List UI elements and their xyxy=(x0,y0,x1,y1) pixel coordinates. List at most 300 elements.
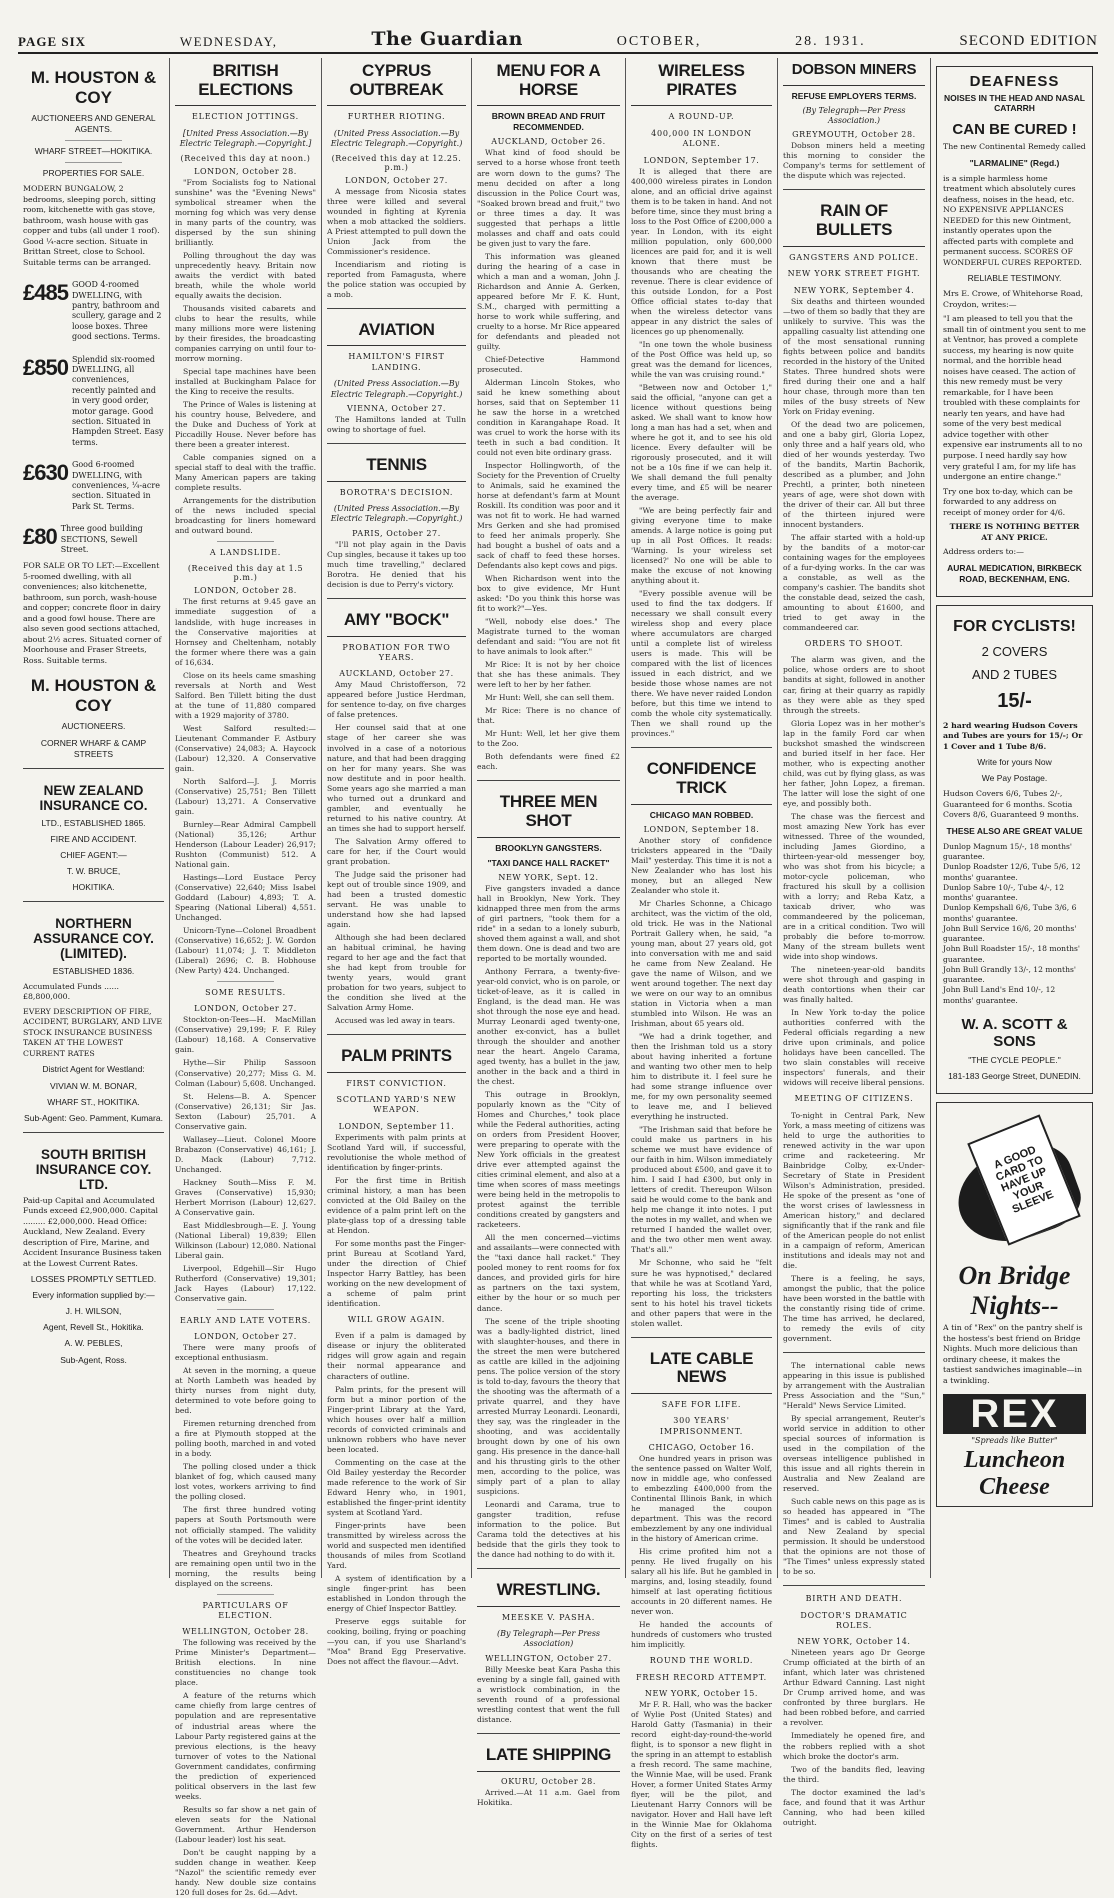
caption: SOME RESULTS. xyxy=(205,988,286,998)
paragraph: The first three hundred voting papers at South Portsmouth were not officially stamped. The validity of the votes will be decided later. xyxy=(175,1505,316,1545)
subheadline: REFUSE EMPLOYERS TERMS. xyxy=(791,90,917,101)
paragraph: In New York to-day the police authorities conferred with the Federal officials regarding a new drive upon criminals, and police holidays have been cancelled. The two slain constables will receive inspectors' funerals, and their widows will receive liberal pensions. xyxy=(783,1007,925,1088)
paragraph: He handed the accounts of hundreds of customers who trusted him implicitly. xyxy=(631,1620,772,1650)
paragraph: The affair started with a hold-up by the bandits of a motor-car containing wages for the employees of a fur-dying works. In the car was a constable, as well as the company's cashier. The bandits shot the constable dead, seized the cash, amounting to about £1600, and tried to get away in the commandeered car. xyxy=(783,532,925,633)
dateline: CHICAGO, October 16. xyxy=(648,1443,755,1453)
advert-deafness-testimony-name: Mrs E. Crowe, of Whitehorse Road, Croydon, writes:— xyxy=(943,289,1084,309)
info-supplied: Every information supplied by:— xyxy=(32,1290,155,1301)
headline-late-cable-news: LATE CABLE NEWS xyxy=(631,1346,772,1394)
dateline: WELLINGTON, October 28. xyxy=(182,1627,309,1637)
advert-rex xyxy=(936,1102,1093,1507)
paragraph: Thousands visited cabarets and clubs to hear the results, while many millions more were listening by their firesides, the broadcasting companies carrying on until four to-morrow morning. xyxy=(175,303,316,363)
listing-850 xyxy=(23,355,164,449)
losses-settled: LOSSES PROMPTLY SETTLED. xyxy=(30,1274,157,1285)
caption: PROBATION FOR TWO YEARS. xyxy=(342,642,451,663)
paragraph: Incendiarism and rioting is reported from Famagusta, where the police station was occupied by a mob. xyxy=(327,259,466,299)
dateline: LONDON, October 27. xyxy=(194,1332,297,1342)
paragraph: The following was received by the Prime Minister's Department—British elections. In nine constituencies no change took place. xyxy=(175,1638,316,1688)
divider xyxy=(327,443,466,444)
agent-wilson-address: Agent, Revell St., Hokitika. xyxy=(43,1322,144,1333)
chief-agent-label: CHIEF AGENT:— xyxy=(60,849,127,860)
dateline: WELLINGTON, October 27. xyxy=(485,1653,612,1663)
paragraph: Wallasey—Lieut. Colonel Moore Brabazon (Conservative) 46,161; J. D. Mack (Labour) 7,712. Unchanged. xyxy=(175,1134,316,1174)
headline-amy-bock: AMY "BOCK" xyxy=(327,607,466,637)
paragraph: Mr Charles Schonne, a Chicago architect, was the victim of the old, old trick. He was in the National Portrait Gallery when, he said, "a young man, about 27 years old, got into conversation with me and said he came from New Zealand. He gave the name of Wilson, and we went around together. The next day we were on our way to an omnibus station in Victoria when a man stumbled into Wilson. He was an Irishman, about 65 years old. xyxy=(631,898,772,1029)
divider xyxy=(477,780,620,781)
tyre-list-item: Dunlop Sabre 10/-, Tube 4/-, 12 months' guarantee. xyxy=(943,882,1065,903)
dateline: PARIS, October 27. xyxy=(352,528,441,538)
advert-deafness-intro: The new Continental Remedy called xyxy=(943,142,1086,151)
listing-80 xyxy=(23,524,164,555)
paragraph: Nineteen years ago Dr George Crump officiated at the birth of an infant, which later was christened Arthur Edward Canning. Last night Dr Crump arrived home, and was confronted by three burglars. He had been robbed before, and carried a revolver. xyxy=(783,1648,925,1728)
paragraph: The Judge said the prisoner had kept out of trouble since 1909, and had been a trusted domestic servant. He was unable to understand how she had lapsed again. xyxy=(327,869,466,929)
received-line: (Received this day at noon.) xyxy=(180,153,311,163)
divider xyxy=(65,140,121,141)
district-agent-name: VIVIAN W. M. BONAR, xyxy=(50,1080,137,1091)
divider xyxy=(783,1352,925,1353)
headline-confidence-trick: CONFIDENCE TRICK xyxy=(631,756,772,804)
paragraph: Mr Hunt: Well, she can sell them. xyxy=(485,693,615,703)
divider xyxy=(23,768,164,769)
chief-agent-town: HOKITIKA. xyxy=(72,881,115,892)
paragraph: East Middlesbrough—E. J. Young (National Liberal) 19,839; Ellen Wilkinson (Labour) 12,080. National Liberal gain. xyxy=(175,1220,316,1260)
advert-deafness-address: AURAL MEDICATION, BIRKBECK ROAD, BECKENHAM, ENG. xyxy=(947,562,1082,584)
price-630: £630 xyxy=(23,460,68,486)
paragraph: This outrage in Brooklyn, popularly known as the "City of Homes and Churches," took place while the Federal authorities, acting on orders from President Hoover, were preparing to operate with the New York officials in the greatest drive ever attempted against the cities criminal element, and also at a time when scores of mass meetings were being held in the metropolis to protest against the terrible conditions created by gangsters and racketeers. xyxy=(477,1090,620,1230)
dateline: LONDON, October 28. xyxy=(194,586,297,596)
paragraph: There were many proofs of exceptional enthusiasm. xyxy=(175,1343,316,1363)
paragraph: Six deaths and thirteen wounded—two of them so badly that they are unlikely to survive. This was the appalling casualty list attending one of the most sensational running fights between police and bandits recorded in the history of the United States. Three hundred shots were fired during their one and a half hour chase, through more than ten miles of the busy streets of New York on Friday evening. xyxy=(783,296,925,416)
advert-rex-logo: REX xyxy=(943,1394,1086,1434)
paragraph: The Hamiltons landed at Tulln owing to shortage of fuel. xyxy=(327,414,466,434)
listing-485-text: GOOD 4-roomed DWELLING, with pantry, bathroom and scullery, garage and 2 loose boxes. Three good sections. Terms. xyxy=(71,280,162,342)
dateline: AUCKLAND, October 27. xyxy=(339,669,454,679)
tyre-list-item: John Bull Roadster 15/-, 18 months' guarantee. xyxy=(943,944,1080,964)
paragraph: Hastings—Lord Eustace Percy (Conservative) 22,640; Miss Isabel Goddard (Labour) 4,893; T. A. Spearing (National Liberal) 4,551. Unchanged. xyxy=(175,872,316,922)
paragraph: "Every possible avenue will be used to find the tax dodgers. If necessary we shall consult every wireless shop and every place where accumulators are charged until a complete list of wireless users is made. This will be compared with the list of licences issued in each district, and we beside those whose names are not there. We have never raided London before, but this time we intend to comb the whole city systematically. Then we shall round up the provinces." xyxy=(631,589,772,739)
paragraph: A feature of the returns which came chiefly from large centres of population and are representative of industrial areas where the Labour Party registered gains at the previous elections, is the heavy turnover of votes to the National Government candidates, confirming the prediction of experienced political observers in the last few weeks. xyxy=(175,1691,316,1801)
dateline: NEW YORK, October 15. xyxy=(644,1689,759,1699)
price-80: £80 xyxy=(23,524,57,550)
advert-deafness-subtitle: NOISES IN THE HEAD AND NASAL CATARRH xyxy=(944,93,1085,113)
insurance-nz-type: FIRE AND ACCIDENT. xyxy=(50,833,137,844)
paragraph: Anthony Ferrara, a twenty-five-year-old convict, who is on parole, or ticket-of-leave, as it is called in England, is the dead man. He was shot through the nose eye and head. Murray Leonardi aged twenty-one, another ex-convict, has a bullet through the shoulder and another near the heart. Angelo Carama, aged twenty, has a bullet in the jaw, another in the back and a third in the chest. xyxy=(477,966,620,1087)
advert-nazol: Don't be caught napping by a sudden change in weather. Keep "Nazol" the scientific remedy ever handy. New double size contains 120 full doses for 2s. 6d.—Advt. xyxy=(175,1847,316,1897)
byline: [United Press Association.—By Electric Telegraph.—Copyright.] xyxy=(179,128,312,149)
paragraph: Billy Meeske beat Kara Pasha this evening by a single fall, gained with a wristlock combination, in the seventh round of a professional wrestling contest that went the full distance. xyxy=(477,1664,620,1724)
paragraph: West Salford resulted:—Lieutenant Commander F. Astbury (Conservative) 24,083; A. Haycock (Labour) 12,320. A Conservative gain. xyxy=(175,723,316,773)
sub-agents: Sub-Agent: Geo. Pamment, Kumara. xyxy=(24,1112,163,1123)
received-line: (Received this day at 12.25. p.m.) xyxy=(331,153,462,172)
paragraph: The first returns at 9.45 gave an immediate suggestion of a landslide, with huge increases in the Conservative majorities at Hornsey and Cheltenham, notably the former where there was a gain of 16,634. xyxy=(175,597,316,667)
subheadline: BROOKLYN GANGSTERS. xyxy=(495,842,602,853)
listing-485 xyxy=(23,280,164,342)
advert-cyclists-title: FOR CYCLISTS! xyxy=(953,617,1076,635)
caption: A LANDSLIDE. xyxy=(209,548,282,558)
advert-cyclists-desc: 2 hard wearing Hudson Covers and Tubes are yours for 15/-; Or 1 Cover and 1 Tube 8/6. xyxy=(943,720,1083,751)
paragraph: When Richardson went into the box to give evidence, Mr Hunt asked: "Do you think this horse was fit to work?"—Yes. xyxy=(477,574,620,614)
firm-subtitle-2: AUCTIONEERS. xyxy=(61,721,126,732)
paragraph: Both defendants were fined £2 each. xyxy=(477,752,620,772)
divider xyxy=(477,1568,620,1569)
dateline: NEW YORK, September 4. xyxy=(793,285,915,295)
advert-rex-desc: A tin of "Rex" on the pantry shelf is the hostess's best friend on Bridge Nights. Much more delicious than ordinary cheese, it makes the tastiest sandwiches imaginable—in a twinkling. xyxy=(943,1323,1083,1385)
divider xyxy=(217,981,273,982)
paragraph: The scene of the triple shooting was a badly-lighted district, lined with slaughter-houses, and there in the street the men were butchered as cattle are killed in the adjoining pens. The police version of the story is told to-day, favours the theory that the shooting was the aftermath of a private quarrel, and they have arrested Murray Leonardi. Leonardi, they say, was the ringleader in the shooting, and was accidentally brought down by one of his own gang. His presence in the dance-hall and his thrusting girls to the other men, according to the police, was simply part of a plan to allay suspicions. xyxy=(477,1316,620,1496)
paragraph: Accused was led away in tears. xyxy=(335,1015,456,1025)
dateline: LONDON, September 18. xyxy=(643,824,760,834)
paragraph: The polling closed under a thick blanket of fog, which caused many lost votes, workers arriving to find the polling closed. xyxy=(175,1462,316,1502)
firm-subtitle: AUCTIONEERS AND GENERAL AGENTS. xyxy=(31,113,156,135)
paragraph: The nineteen-year-old bandits were shot through and gasping in death contortions when their car was finally halted. xyxy=(783,964,925,1004)
headline-british-elections: BRITISH ELECTIONS xyxy=(175,58,316,106)
paragraph: Five gangsters invaded a dance hall in Brooklyn, New York. They kidnapped three men from the arms of girl partners, "took them for a ride" in a sedan to a lonely suburb, shoved them against a wall, and shot them down. One is dead and two are reported to be mortally wounded. xyxy=(477,883,620,963)
paragraph: Unicorn-Tyne—Colonel Broadbent (Conservative) 16,652; J. W. Gordon (Labour) 11,074; J. T. Middleton (Liberal) 2696; C. B. Hobhouse (New Party) 424. Unchanged. xyxy=(175,925,316,976)
headline-three-men-shot: THREE MEN SHOT xyxy=(477,789,620,837)
caption: 400,000 IN LONDON ALONE. xyxy=(651,128,752,149)
paragraph: By special arrangement, Reuter's world service in addition to other special sources of information is used in the compilation of the overseas intelligence published in this issue and all rights therein in Australia and New Zealand are reserved. xyxy=(783,1413,925,1494)
paragraph: Mr F. R. Hall, who was the backer of Wylie Post (United States) and Harold Gatty (Tasmania) in their record eight-day-round-the-world flight, is to sponsor a new flight in the spring in an attempt to establish a fresh record. The same machine, the Winnie Mae, will be used. Frank Hover, a former United States Army flyer, will be the pilot, and Lieutenant Harry Connors will be navigator. Hover and Hall have left in the Winnie Mae for Oklahoma City on the first of a series of test flights. xyxy=(631,1700,772,1850)
paragraph: The alarm was given, and the police, whose orders are to shoot bandits at sight, followed in another car, firing at their quarry as rapidly as they were able as they sped through the streets. xyxy=(783,655,925,715)
headline-rain-of-bullets: RAIN OF BULLETS xyxy=(783,198,925,246)
divider xyxy=(65,162,121,163)
masthead-rule xyxy=(18,52,1098,54)
paragraph: Although she had been declared an habitual criminal, he having regard to her age and the fact that she had kept from trouble for twenty years, would grant probation for two years, subject to the condition she lived at the Salvation Army Home. xyxy=(327,932,466,1012)
divider xyxy=(327,598,466,599)
paragraph: Theatres and Greyhound tracks are remaining open until two in the morning, the results being displayed on the screens. xyxy=(175,1548,316,1588)
headline-tennis: TENNIS xyxy=(327,452,466,482)
price-850: £850 xyxy=(23,354,68,380)
paragraph: Finger-prints have been transmitted by wireless across the world and suspected men identified thousands of miles from Scotland Yard. xyxy=(327,1520,466,1570)
dateline: LONDON, October 27. xyxy=(194,1004,297,1014)
headline-late-shipping: LATE SHIPPING xyxy=(477,1742,620,1772)
paragraph: Immediately he opened fire, and the robbers replied with a shot which broke the doctor's arm. xyxy=(783,1731,925,1761)
paragraph: What kind of food should be served to a horse whose front teeth are worn down to the gums? The menu decided on after a long discussion in the Police Court was, "Soaked brown bread and fruit," two or three times a day. It was suggested that perhaps a little molasses and chaff and oats could be given just to vary the fare. xyxy=(477,148,620,248)
paragraph: Amy Maud Christofferson, 72 appeared before Justice Herdman, for sentence to-day, on five charges of false pretences. xyxy=(327,680,466,720)
byline: (By Telegraph—Per Press Association.) xyxy=(802,105,906,125)
advert-rex-tagline: "Spreads like Butter" xyxy=(971,1436,1058,1446)
tyre-list-item: John Bull Grandly 13/-, 12 months' guarantee. xyxy=(943,964,1076,985)
paragraph: "We are being perfectly fair and giving everyone time to make amends. A large notice is going put up in all Post Offices. It reads: 'Warning. Is your wireless set licensed?' No one will be able to make the excuse of not knowing anything about it. xyxy=(631,506,772,586)
advert-deafness-order: Try one box to-day, which can be forwarded to any address on receipt of money order for 4/6. xyxy=(943,486,1073,517)
paragraph: A system of identification by a single finger-print has been established in London through the energy of Chief Inspector Battley. xyxy=(327,1573,466,1613)
paragraph: St. Helens—B. A. Spencer (Conservative) 26,131; Sir Jas. Sexton (Labour) 25,701. A Conservative gain. xyxy=(175,1091,316,1131)
advert-deafness-title: DEAFNESS xyxy=(969,73,1060,90)
paragraph: The Prince of Wales is listening at his country house, Belvedere, and the Duke and Duchess of York at Piccadilly House. Never before has there been a greater interest. xyxy=(175,399,316,449)
headline-dobson-miners: DOBSON MINERS xyxy=(783,58,925,86)
firm-address-2: CORNER WHARF & CAMP STREETS xyxy=(40,737,147,759)
advert-scott-address: 181-183 George Street, DUNEDIN. xyxy=(948,1071,1081,1081)
masthead xyxy=(18,26,1098,50)
card-text: A GOOD CARD TO HAVE UP YOUR SLEEVE xyxy=(992,1143,1056,1217)
headline-aviation: AVIATION xyxy=(327,317,466,347)
firm-name: M. HOUSTON & COY xyxy=(30,68,157,107)
agent-wilson: J. H. WILSON, xyxy=(65,1306,122,1317)
caption: SAFE FOR LIFE. xyxy=(661,1399,742,1409)
advert-cyclists-postage: We Pay Postage. xyxy=(981,773,1048,784)
caption: MEETING OF CITIZENS. xyxy=(794,1094,914,1104)
listing-80-text: Three good building SECTIONS, Sewell Street. xyxy=(60,524,143,554)
paragraph: Leonardi and Carama, true to gangster tradition, refuse information to the police. But Carama told the detectives at his bedside that the girls they took to the dance had nothing to do with it. xyxy=(477,1499,620,1559)
paragraph: Arrived.—At 11 a.m. Gael from Hokitika. xyxy=(477,1787,620,1807)
advert-scott-title: W. A. SCOTT & SONS xyxy=(961,1015,1068,1050)
paragraph: Dobson miners held a meeting this morning to consider the Company's terms for settlement of the dispute which was rejected. xyxy=(783,141,925,181)
divider xyxy=(783,189,925,190)
firm-address: WHARF STREET—HOKITIKA. xyxy=(34,146,153,157)
advert-deafness-testimony-heading: RELIABLE TESTIMONY. xyxy=(967,273,1062,284)
advert-deafness-better: THERE IS NOTHING BETTER AT ANY PRICE. xyxy=(949,522,1080,542)
paragraph: "The Irishman said that before he could make us partners in his scheme we must have evidence of our faith in him. Wilson immediately produced about £500, and gave it to him. I said I had £300, but only in letters of credit. Thereupon Wilson said he would come to the bank and help me change it into notes. I put the notes in my wallet, and when we returned I handed the wallet over, and the two other men went away. That's all." xyxy=(631,1125,772,1255)
caption: ELECTION JOTTINGS. xyxy=(192,112,299,122)
paragraph: Burnley—Rear Admiral Campbell (National) 35,126; Arthur Henderson (Labour Leader) 26,917; Rushton (Communist) 512. A National gain. xyxy=(175,819,316,869)
divider xyxy=(217,1309,273,1310)
paragraph: There is a feeling, he says, amongst the public, that the police have been worsted in the battle with the constantly rising tide of crime. The time has arrived, he declared, to remedy the evils of city government. xyxy=(783,1273,925,1343)
insurance-northern-funds: Accumulated Funds ...... £8,800,000. xyxy=(23,981,119,1002)
paragraph: It is alleged that there are 400,000 wireless pirates in London alone, and an official drive against them is to be taken in hand. And not before time, since they must bring a loss to the Post Office of £200,000 a year. In London, with its eight million population, only 600,000 licences are paid for, and it is well known that there must be thousands who are cheating the revenue. There is clear evidence of this outside London, for a Post Office official states to-day that when the wireless detector vans appear in any district the sales of licences go up phenomenally. xyxy=(631,166,772,336)
paragraph: "In one town the whole business of the Post Office was held up, so great was the demand for licences, while the van was cruising round." xyxy=(631,339,772,379)
column-3 xyxy=(322,58,472,1666)
divider xyxy=(217,541,273,542)
paragraph: Even if a palm is damaged by disease or injury the obliterated ridges will grow again and regain their normal appearance and characters of outline. xyxy=(327,1331,466,1381)
dateline: GREYMOUTH, October 28. xyxy=(792,130,916,140)
paragraph: Hackney South—Miss F. M. Graves (Conservative) 15,930; Herbert Morrison (Labour) 12,627. A Conservative gain. xyxy=(175,1177,316,1217)
advert-cyclists-tubes: AND 2 TUBES xyxy=(971,666,1057,682)
paragraph: Mr Rice: There is no chance of that. xyxy=(477,706,620,726)
insurance-nz-title: NEW ZEALAND INSURANCE CO. xyxy=(39,782,148,813)
paragraph: Commenting on the case at the Old Bailey yesterday the Recorder made reference to the work of Sir Edward Henry who, in 1901, established the finger-print identity system at Scotland Yard. xyxy=(327,1457,466,1517)
advert-cyclists-write: Write for yours Now xyxy=(977,757,1052,768)
advert-cyclists-covers: 2 COVERS xyxy=(981,643,1048,659)
paragraph: The Salvation Army offered to care for her, if the Court would grant probation. xyxy=(327,836,466,866)
chief-agent-name: T. W. BRUCE, xyxy=(66,865,121,876)
paragraph: Results so far show a net gain of eleven seats for the National Government. Arthur Henderson (Labour leader) lost his seat. xyxy=(175,1804,316,1844)
paragraph: Another story of confidence tricksters appeared in the "Daily Mail" yesterday. This time it is not a New Zealander who has lost his money, but an alleged New Zealander who stole it. xyxy=(631,835,772,895)
paragraph: Liverpool, Edgehill—Sir Hugo Rutherford (Conservative) 19,301; Jack Hayes (Labour) 17,122. Conservative gain. xyxy=(175,1263,316,1303)
paragraph: Of the dead two are policemen, and one a baby girl, Gloria Lopez, only three and a half years old, who died of her wounds yesterday. Two of the bandits, Martin Bachorik, described as a plumber, and John Prechtl, a printer, both nineteen years of age, were shot down with the driver of their car. All but three of the thirteen injured were innocent bystanders. xyxy=(783,419,925,529)
paragraph: Palm prints, for the present will form but a minor portion of the Finger-print Library at the Yard, which houses over half a million records of convicted criminals and unknown robbers who have never been located. xyxy=(327,1384,466,1454)
advert-cyclists-terms: Hudson Covers 6/6, Tubes 2/-, Guaranteed for 6 months. Scotia Covers 8/6, Guaranteed 9 months. xyxy=(943,789,1079,820)
tyre-list-item: Dunlop Kempshall 6/6, Tube 3/6, 6 months' guarantee. xyxy=(943,903,1077,923)
dateline: LONDON, September 17. xyxy=(643,155,760,165)
headline-wireless-pirates: WIRELESS PIRATES xyxy=(631,58,772,106)
paragraph: Gloria Lopez was in her mother's lap in the family Ford car when buckshot smashed the windscreen and buried itself in her face. Her mother, who is expecting another child, was cut by flying glass, as was her father, John Lopez, a fireman. The latter will lose the sight of one eye, and possibly both. xyxy=(783,718,925,808)
tyre-list-item: Dunlop Roadster 12/6, Tube 5/6, 12 months' guarantee. xyxy=(943,862,1081,882)
listing-to-let: FOR SALE OR TO LET:—Excellent 5-roomed dwelling, with all conveniences; also kitchenette, bathroom, sun porch, wash-house and copper; concrete floor in dairy and a good fowl house. There are also seven good sections attached, about 2½ acres. Situated corner of Moorhouse and Fraser Streets, Ross. Suitable terms. xyxy=(23,561,162,665)
advert-deafness-body: is a simple harmless home treatment which absolutely cures deafness, noises in the head, etc. NO EXPENSIVE APPLIANCES NEEDED for this new Ointment, instantly operates upon the affected parts with complete and permanent success. SCORES OF WONDERFUL CURES REPORTED. xyxy=(943,173,1082,267)
divider xyxy=(23,901,164,902)
column-6 xyxy=(778,58,931,1827)
paragraph: "Between now and October 1," said the official, "anyone can get a licence without questions being asked. We shall want to know how long a man has had a set, when and where he got it, and to see his old licence. Every defaulter will be rigorously prosecuted, and it will not be a 10s fine if we can help it. We shall demand the full penalty every time, and £5 will be nearer the average. xyxy=(631,382,772,503)
advert-rex-cheese: Cheese xyxy=(979,1473,1050,1500)
caption: DOCTOR'S DRAMATIC ROLES. xyxy=(800,1610,908,1630)
headline-palm-prints: PALM PRINTS xyxy=(327,1043,466,1073)
page-columns xyxy=(18,58,1098,1897)
weekday: WEDNESDAY, xyxy=(179,34,278,49)
properties-heading: PROPERTIES FOR SALE. xyxy=(42,168,145,179)
caption: GANGSTERS AND POLICE. xyxy=(789,252,919,262)
advert-deafness xyxy=(936,66,1093,597)
advert-deafness-cured: CAN BE CURED ! xyxy=(952,121,1077,138)
column-2 xyxy=(170,58,322,1897)
caption: MEESKE V. PASHA. xyxy=(501,1612,596,1622)
caption: A ROUND-UP. xyxy=(668,112,735,122)
paragraph: Mr Schonne, who said he "felt sure he was hypnotised," declared that while he was at Scotland Yard, reporting his loss, the tricksters sent to his hotel his travel tickets and other papers that were in the stolen wallet. xyxy=(631,1258,772,1328)
caption: BIRTH AND DEATH. xyxy=(805,1594,903,1604)
paragraph: The chase was the fiercest and most amazing New York has ever witnessed. Three of the wounded, including James Giordino, a thirteen-year-old messenger boy, who was shot from his bicycle; a motor-cycle policeman, who fractured his skull by a collision with a lorry; and Reba Katz, a taxicab driver, who was commandeered by the policeman, are in a critical condition. Two will probably die before to-morrow. Many of the stream bullets went wide into shop windows. xyxy=(783,811,925,961)
district-agent-label: District Agent for Westland: xyxy=(42,1064,145,1075)
insurance-northern-title: NORTHERN ASSURANCE COY. (LIMITED). xyxy=(33,915,154,961)
paragraph: Polling throughout the day was unprecedently heavy. Britain now awaits the verdict with bated breath, while the whole world equally awaits the decision. xyxy=(175,250,316,300)
paragraph: The international cable news appearing in this issue is published by arrangement with the Australian Press Association and the "Sun," "Herald" News Service Limited. xyxy=(783,1360,925,1410)
paragraph: At seven in the morning, a queue at North Lambeth was headed by thirty nurses from night duty, determined to vote before going to bed. xyxy=(175,1366,316,1416)
paragraph: Two of the bandits fled, leaving the third. xyxy=(783,1764,925,1784)
insurance-south-british-title: SOUTH BRITISH INSURANCE COY. LTD. xyxy=(35,1146,152,1192)
dateline: NEW YORK, Sept. 12. xyxy=(498,872,599,882)
caption: WILL GROW AGAIN. xyxy=(347,1315,446,1325)
dateline: LONDON, October 28. xyxy=(194,166,297,176)
advert-rex-bridge-2: Nights-- xyxy=(970,1291,1059,1321)
caption: EARLY AND LATE VOTERS. xyxy=(179,1315,312,1325)
paragraph: "I'll not play again in the Davis Cup singles, because it takes up too much time travelling," declared Borotra. He denied that his decision is due to Perry's victory. xyxy=(327,539,466,589)
advert-deafness-address-label: Address orders to:— xyxy=(943,547,1024,557)
paragraph: North Salford—J. J. Morris (Conservative) 25,751; Ben Tillett (Labour) 13,271. A Conservative gain. xyxy=(175,776,316,816)
subheadline: "TAXI DANCE HALL RACKET" xyxy=(487,857,610,868)
column-5 xyxy=(626,58,778,1850)
caption: PARTICULARS OF ELECTION. xyxy=(202,1600,289,1620)
divider xyxy=(23,1132,164,1133)
paragraph: Firemen returning drenched from a fire at Plymouth stopped at the polling booth, marched in and voted in a body. xyxy=(175,1419,316,1459)
divider xyxy=(631,1337,772,1338)
paragraph: "Well, nobody else does." The Magistrate turned to the woman defendant and said: "You are not fit to have animals to look after." xyxy=(477,617,620,657)
advert-cyclists xyxy=(936,605,1093,1094)
byline: (United Press Association.—By Electric Telegraph.—Copyright.) xyxy=(330,379,463,399)
insurance-south-british-desc: Paid-up Capital and Accumulated Funds exceed £2,900,000. Capital ......... £2,000,000. Head Office: Auckland, New Zealand. Every description of Fire, Marine, and Accident Insurance Business taken at the Lowest Current Rates. xyxy=(23,1195,162,1268)
caption: FRESH RECORD ATTEMPT. xyxy=(635,1672,767,1682)
caption: FURTHER RIOTING. xyxy=(347,112,446,122)
listing-630 xyxy=(23,460,164,512)
headline-wrestling: WRESTLING. xyxy=(477,1577,620,1607)
advert-cyclists-value: THESE ALSO ARE GREAT VALUE xyxy=(946,825,1083,836)
byline: (United Press Association.—By Electric Telegraph.—Copyright.) xyxy=(330,504,463,524)
paragraph: This information was gleaned during the hearing of a case in which a man and a woman, John J. Richardson and Annie A. Gerken, appeared before Mr F. K. Hunt, S.M., charged with permitting a horse to work while suffering, and cruelty to a horse. Mr Rice appeared for defendants and pleaded not guilty. xyxy=(477,251,620,351)
tyre-list-item: John Bull Service 16/6, 20 months' guarantee. xyxy=(943,923,1077,944)
listing-850-text: Splendid six-roomed DWELLING, all conveniences, recently painted and in very good order, motor garage. Good section. Situated in Hampden Street. Easy terms. xyxy=(71,354,164,447)
paragraph: Chief-Detective Hammond prosecuted. xyxy=(477,354,620,374)
paragraph: Alderman Lincoln Stokes, who said he knew something about horses, said that on September 11 he saw the horse in a wretched condition in Karangahape Road. It was cruel to work the horse with its teeth in such a bad condition. It could not even bite ordinary grass. xyxy=(477,377,620,457)
advert-cyclists-price: 15/- xyxy=(997,689,1032,712)
paragraph: Stockton-on-Tees—H. MacMillan (Conservative) 29,199; F. F. Riley (Labour) 18,168. A Conservative gain. xyxy=(175,1015,316,1055)
divider xyxy=(477,1733,620,1734)
caption: SCOTLAND YARD'S NEW WEAPON. xyxy=(336,1095,457,1115)
insurance-nz-est: LTD., ESTABLISHED 1865. xyxy=(41,817,146,828)
date: 28. 1931. xyxy=(795,34,866,49)
tyre-list-item: John Bull Land's End 10/-, 12 months' guarantee. xyxy=(943,985,1056,1005)
district-agent-address: WHARF ST., HOKITIKA. xyxy=(47,1096,140,1107)
caption: ORDERS TO SHOOT. xyxy=(804,639,904,649)
paragraph: Close on its heels came smashing reversals at North and West Salford. Ben Tillett biting the dust at the tune of 11,880 compared with a 1929 majority of 3780. xyxy=(175,670,316,720)
divider xyxy=(631,747,772,748)
subheadline: BROWN BREAD AND FRUIT RECOMMENDED. xyxy=(491,111,606,133)
listing-bungalow: MODERN BUNGALOW, 2 bedrooms, sleeping porch, sitting room, kitchenette with gas stove, bathroom, wash house with gas copper and tubs (all under 1 roof). Good ¼-acre section. Situate in Brittan Street, close to School. Suitable terms can be arranged. xyxy=(23,184,160,267)
caption: NEW YORK STREET FIGHT. xyxy=(787,269,921,279)
received-line: (Received this day at 1.5 p.m.) xyxy=(187,564,304,583)
divider xyxy=(783,1585,925,1586)
advert-deafness-brand: "LARMALINE" (Regd.) xyxy=(969,157,1060,168)
paragraph: His crime profited him not a penny. He lived frugally on his salary all his life. But he gambled in margins, and, losing steadily, found himself at last operating fictitious accounts in 20 different names. He never won. xyxy=(631,1547,772,1617)
advert-scott-subtitle: "THE CYCLE PEOPLE." xyxy=(968,1054,1061,1065)
paragraph: Inspector Hollingworth, of the Society for the Prevention of Cruelty to Animals, said he examined the horse at defendant's farm at Mount Roskill. Its condition was poor and it was not fit to work. He had warned Mrs Gerken and she had promised to feed her animals properly. She had bought a bushel of oats and a sack of chaff to feed these horses. Defendants also kept cows and pigs. xyxy=(477,460,620,571)
paragraph: One hundred years in prison was the sentence passed on Walter Wolf, now in middle age, who confessed to embezzling £400,000 from the Continental Illinois Bank, in which he managed the coupon department. This was the record embezzlement by any one individual in the history of American crime. xyxy=(631,1454,772,1544)
paragraph: Arrangements for the distribution of the news included special broadcasting for liners homeward and outward bound. xyxy=(175,496,316,536)
caption: FIRST CONVICTION. xyxy=(346,1078,447,1088)
dateline: LONDON, September 11. xyxy=(338,1121,455,1131)
paragraph: For the first time in British criminal history, a man has been convicted at the Old Bailey on the evidence of a palm print left on the plate-glass top of a dressing table at Hendon. xyxy=(327,1175,466,1235)
newspaper-title: The Guardian xyxy=(371,28,523,50)
column-1 xyxy=(18,58,170,1578)
paragraph: Mr Rice: It is not by her choice that she has these animals. They were left to her by her father. xyxy=(477,660,620,690)
paragraph: Experiments with palm prints at Scotland Yard will, if successful, revolutionise the whole method of identification by finger-prints. xyxy=(327,1132,466,1172)
tyre-list-item: Dunlop Magnum 15/-, 18 months' guarantee. xyxy=(943,841,1072,862)
paragraph: All the men concerned—victims and assailants—were connected with the "taxi dance hall racket." They pooled money to rent rooms for fox dances, and provided girls for hire as partners on the taxi system, either by the hour or so much per dance. xyxy=(477,1233,620,1313)
paragraph: "From Socialists fog to National sunshine" was the "Evening News" symbolical streamer when the morning fog which was very dense in many parts of the country, was dispersed by the sun shining brilliantly. xyxy=(175,177,316,247)
column-7 xyxy=(931,58,1098,1578)
paragraph: To-night in Central Park, New York, a mass meeting of citizens was held to urge the authorities to renewed activity in the war upon crime and racketeering. Mr Bainbridge Colby, ex-Under-Secretary of State in President Wilson's Administration, presided. He spoke of the present as "one of the worst crises of lawlessness in American history," and declared significantly that if the rank and file of the American people do not enlist in a campaign of reform, American institutions and ideals may not and die. xyxy=(783,1110,925,1270)
paragraph: Her counsel said that at one stage of her career she was involved in a case of a notorious nature, and that had been dragging on her for many years. She was now destitute and in poor health. Some years ago she married a man who turned out a drunkard and gambler, and eventually he returned to his native country. At an times she had to support herself. xyxy=(327,723,466,833)
dateline: OKURU, October 28. xyxy=(501,1776,596,1786)
paragraph: Cable companies signed on a special staff to deal with the traffic. Many American papers are taking complete results. xyxy=(175,452,316,492)
caption: HAMILTON'S FIRST LANDING. xyxy=(348,352,445,372)
paragraph: For some months past the Finger-print Bureau at Scotland Yard, under the direction of Chief Inspector Harry Battley, has been working on the new development of a scheme of palm print identification. xyxy=(327,1238,466,1309)
caption: ROUND THE WORLD. xyxy=(649,1656,754,1666)
dateline: LONDON, October 27. xyxy=(345,175,448,185)
price-485: £485 xyxy=(23,280,68,306)
byline: (By Telegraph—Per Press Association) xyxy=(496,1628,601,1649)
agent-pebles-address: Sub-Agent, Ross. xyxy=(60,1354,127,1365)
divider xyxy=(327,1034,466,1035)
insurance-northern-est: ESTABLISHED 1836. xyxy=(52,965,135,976)
caption: 300 YEARS' IMPRISONMENT. xyxy=(659,1416,744,1436)
paragraph: Mr Hunt: Well, let her give them to the Zoo. xyxy=(477,729,620,749)
advert-moa: Preserve eggs suitable for cooking, boiling, frying or poaching—you can, if you use Sharland's "Moa" Brand Egg Preservative. Does not affect the flavour.—Advt. xyxy=(327,1616,466,1666)
column-4 xyxy=(472,58,626,1807)
divider xyxy=(327,308,466,309)
paragraph: Hythe—Sir Philip Sassoon (Conservative) 20,277; Miss G. M. Colman (Labour) 5,608. Unchanged. xyxy=(175,1058,316,1088)
advert-rex-luncheon: Luncheon xyxy=(963,1447,1066,1474)
advert-rex-bridge-1: On Bridge xyxy=(958,1261,1071,1291)
agent-pebles: A. W. PEBLES, xyxy=(64,1338,123,1349)
headline-cyprus-outbreak: CYPRUS OUTBREAK xyxy=(327,58,466,106)
byline: (United Press Association.—By Electric Telegraph.—Copyright.) xyxy=(330,128,463,149)
insurance-northern-desc: EVERY DESCRIPTION OF FIRE, ACCIDENT, BURGLARY, AND LIVE STOCK INSURANCE BUSINESS TAKEN AT THE LOWEST CURRENT RATES xyxy=(23,1006,163,1058)
page-number: PAGE SIX xyxy=(18,34,87,49)
dateline: NEW YORK, October 14. xyxy=(797,1637,911,1647)
paragraph: Such cable news on this page as is so headed has appeared in "The Times" and is cabled to Australia and New Zealand by special permission. It should be understood that the opinions are not those of "The Times" unless expressly stated to be so. xyxy=(783,1497,925,1577)
dateline: AUCKLAND, October 26. xyxy=(491,137,606,147)
listing-630-text: Good 6-roomed DWELLING, with conveniences, ¼-acre section. Situated in Park St. Terms. xyxy=(71,460,160,511)
dateline: VIENNA, October 27. xyxy=(346,403,447,413)
subheadline: CHICAGO MAN ROBBED. xyxy=(649,809,754,820)
divider xyxy=(217,1594,273,1595)
paragraph: The doctor examined the lad's face, and found that it was Arthur Canning, who had been killed outright. xyxy=(783,1787,925,1827)
paragraph: A message from Nicosia states three were killed and several wounded in fighting at Kyrenia when a mob attacked the soldiers. A Priest attempted to pull down the Union Jack from the Commissioner's residence. xyxy=(327,186,466,256)
advert-deafness-testimony: "I am pleased to tell you that the small tin of ointment you sent to me at Ventnor, has proved a complete success, my hearing is now quite normal, and the horrible head noises have ceased. The action of this new remedy must be very remarkable, for I have been troubled with these complaints for nearly ten years, and have had some of the very best medical advice together with other expensive ear instruments all to no purpose. I need hardly say how very grateful I am, for my life has undergone an entire change." xyxy=(943,314,1086,482)
edition: SECOND EDITION xyxy=(959,33,1098,49)
firm-name-2: M. HOUSTON & COY xyxy=(30,676,157,716)
headline-menu-for-a-horse: MENU FOR A HORSE xyxy=(477,58,620,106)
paragraph: Special tape machines have been installed at Buckingham Palace for the King to receive the results. xyxy=(175,366,316,396)
card-illustration xyxy=(943,1119,1086,1259)
caption: BOROTRA'S DECISION. xyxy=(339,487,454,497)
